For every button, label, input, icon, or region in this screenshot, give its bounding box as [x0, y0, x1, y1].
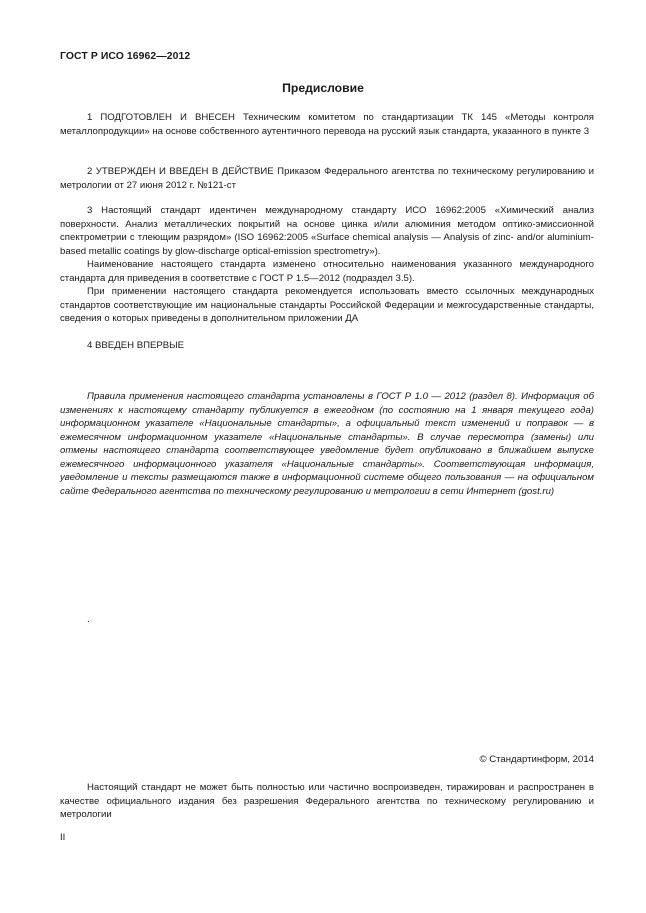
paragraph-2: 2 УТВЕРЖДЕН И ВВЕДЕН В ДЕЙСТВИЕ Приказом Федерального агентства по техническому регулированию и метрологии от 27 июня 2012 г. №121-ст: [60, 166, 594, 191]
application-notice-block: [60, 390, 594, 498]
paragraph-3-refs-note: При применении настоящего стандарта рекомендуется использовать вместо ссылочных международных стандартов соответствующие им национальные стандарты Российской Федерации и межгосударственные стандарты, сведения о которых приведены в дополнительном приложении ДА: [60, 286, 594, 324]
reproduction-notice: Настоящий стандарт не может быть полностью или частично воспроизведен, тиражирован и распространен в качестве официального издания без разрешения Федерального агентства по техническому регулированию и метрологии: [60, 782, 594, 820]
paragraph-4: 4 ВВЕДЕН ВПЕРВЫЕ: [87, 340, 185, 351]
paragraph-3-block: [60, 204, 594, 326]
paragraph-4-block: [60, 339, 594, 353]
stray-dot: .: [87, 614, 90, 625]
page-title: Предисловие: [282, 81, 364, 95]
standard-code: ГОСТ Р ИСО 16962—2012: [60, 51, 191, 62]
paragraph-1: 1 ПОДГОТОВЛЕН И ВНЕСЕН Техническим комитетом по стандартизации ТК 145 «Методы контроля металлопродукции» на основе собственного аутентичного перевода на русский язык стандарта, указанного в пункте 3: [60, 112, 594, 137]
paragraph-3-name-note: Наименование настоящего стандарта изменено относительно наименования указанного международного стандарта для приведения в соответствие с ГОСТ Р 1.5—2012 (подраздел 3.5).: [60, 259, 594, 284]
paragraph-1-block: [60, 111, 594, 138]
reproduction-notice-block: [60, 781, 594, 822]
application-notice: Правила применения настоящего стандарта установлены в ГОСТ Р 1.0 — 2012 (раздел 8). Информация об изменениях к настоящему стандарту публикуется в ежегодном (по состоянию на 1 января текущего года) информационном указателе «Национальные стандарты», а официальный текст изменений и поправок — в ежемесячном информационном указателе «Национальные стандарты». В случае пересмотра (замены) или отмены настоящего стандарта соответствующее уведомление будет опубликовано в ближайшем выпуске ежемесячного информационного указателя «Национальные стандарты». Соответствующая информация, уведомление и тексты размещаются также в информационной системе общего пользования — на официальном сайте Федерального агентства по техническому регулированию и метрологии в сети Интернет (gost.ru): [60, 391, 594, 497]
page-number: II: [60, 832, 66, 843]
paragraph-2-block: [60, 165, 594, 192]
copyright: © Стандартинформ, 2014: [479, 754, 594, 765]
paragraph-3: 3 Настоящий стандарт идентичен международному стандарту ИСО 16962:2005 «Химический анализ поверхности. Анализ металлических покрытий на основе цинка и/или алюминия методом оптико-эмиссионной спектрометрии с тлеющим разрядом» (ISO 16962:2005 «Surface chemical analysis — Analysis of zinc- and/or aluminium-based metallic coatings by glow-discharge optical-emission spectrometry»).: [60, 205, 594, 257]
